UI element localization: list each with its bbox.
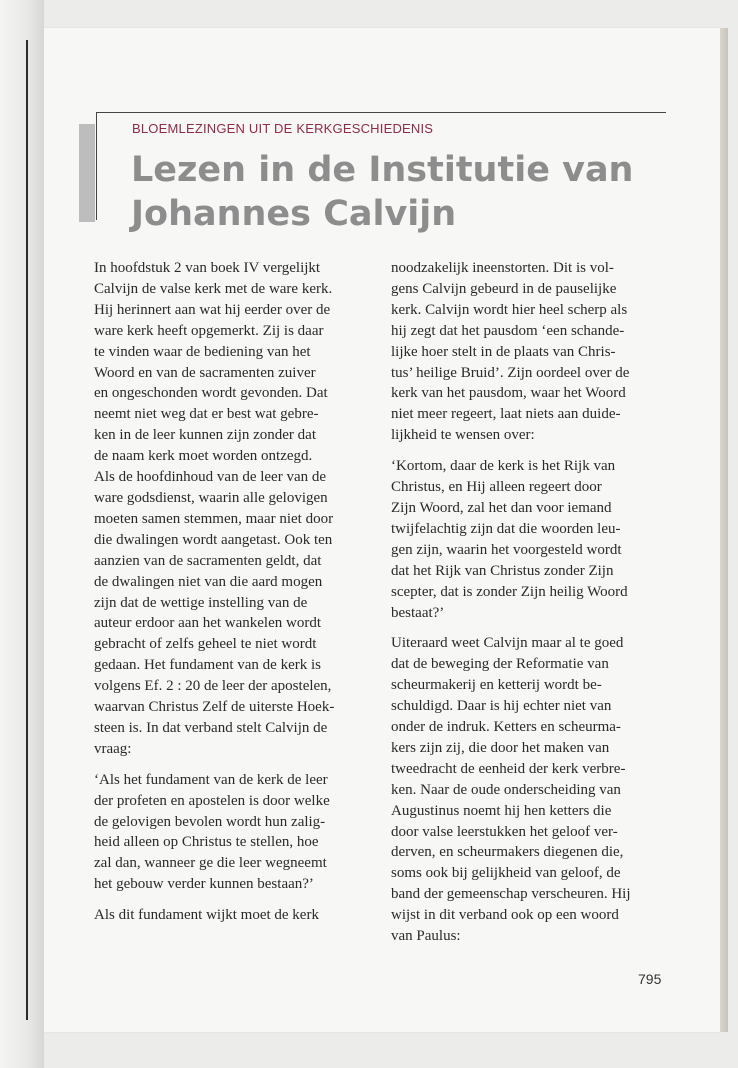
header-accent-bar	[79, 124, 95, 222]
text-line: die dwalingen wordt aangetast. Ook ten	[94, 531, 333, 548]
text-line: derven, en scheurmakers diegenen die,	[391, 844, 624, 861]
text-line: Als de hoofdinhoud van de leer van de	[94, 469, 327, 486]
text-line: ware kerk heeft opgemerkt. Zij is daar	[94, 322, 324, 339]
text-line: dat het Rijk van Christus zonder Zijn	[391, 562, 614, 579]
text-line: gens Calvijn gebeurd in de pauselijke	[391, 280, 617, 297]
text-line: gedaan. Het fundament van de kerk is	[94, 657, 321, 674]
left-column	[94, 258, 394, 936]
text-line: kerk van het pausdom, waar het Woord	[391, 385, 626, 402]
text-line: scheurmakerij en ketterij wordt be-	[391, 677, 602, 694]
title-line-1: Lezen in de Institutie van	[131, 150, 634, 190]
text-line: dat de beweging der Reformatie van	[391, 656, 609, 673]
text-line: de naam kerk moet worden ontzegd.	[94, 448, 313, 465]
text-line: het gebouw verder kunnen bestaan?’	[94, 876, 314, 893]
page-number: 795	[638, 971, 662, 987]
spine-fold-line	[26, 40, 28, 1020]
text-line: der profeten en apostelen is door welke	[94, 792, 330, 809]
text-line: ‘Kortom, daar de kerk is het Rijk van	[391, 458, 616, 475]
text-line: Calvijn de valse kerk met de ware kerk.	[94, 280, 333, 297]
paragraph	[391, 633, 661, 947]
text-line: Christus, en Hij alleen regeert door	[391, 479, 602, 496]
text-line: ware godsdienst, waarin alle gelovigen	[94, 489, 328, 506]
text-line: tweedracht de eenheid der kerk verbre-	[391, 760, 626, 777]
text-line: soms ook bij gelijkheid van geloof, de	[391, 865, 621, 882]
text-line: kers zijn zij, die door het maken van	[391, 739, 610, 756]
paragraph	[94, 905, 394, 926]
page-edge	[720, 28, 728, 1032]
text-line: gen zijn, waarin het voorgesteld wordt	[391, 541, 622, 558]
text-line: In hoofdstuk 2 van boek IV vergelijkt	[94, 260, 321, 276]
text-line: niet meer regeert, laat niets aan duide-	[391, 406, 621, 423]
text-line: heid alleen op Christus te stellen, hoe	[94, 834, 319, 851]
text-line: auteur erdoor aan het wankelen wordt	[94, 615, 321, 632]
text-line: zijn dat de wettige instelling van de	[94, 594, 308, 611]
text-line: te vinden waar de bediening van het	[94, 343, 311, 360]
text-line: aanzien van de sacramenten geldt, dat	[94, 552, 322, 569]
text-line: volgens Ef. 2 : 20 de leer der apostelen,	[94, 678, 332, 695]
text-line: zal dan, wanneer ge die leer wegneemt	[94, 855, 327, 872]
paragraph	[94, 258, 394, 760]
text-line: lijkheid te wensen over:	[391, 427, 535, 444]
text-line: bestaat?’	[391, 604, 445, 621]
text-line: de dwalingen niet van die aard mogen	[94, 573, 323, 590]
book-spine	[0, 0, 44, 1068]
text-line: kerk. Calvijn wordt hier heel scherp als	[391, 301, 628, 318]
paragraph	[391, 456, 661, 623]
text-line: wijst in dit verband ook op een woord	[391, 907, 619, 924]
text-line: hij zegt dat het pausdom ‘een schande-	[391, 322, 625, 339]
text-line: Hij herinnert aan wat hij eerder over de	[94, 301, 331, 318]
text-line: Augustinus noemt hij hen ketters die	[391, 802, 612, 819]
text-line: Zijn Woord, zal het dan voor iemand	[391, 499, 612, 516]
header-rule-left	[96, 112, 97, 220]
text-line: ‘Als het fundament van de kerk de leer	[94, 771, 328, 788]
text-line: waarvan Christus Zelf de uiterste Hoek-	[94, 699, 335, 716]
text-line: door valse leerstukken het geloof ver-	[391, 823, 618, 840]
right-column	[391, 258, 661, 957]
text-line: steen is. In dat verband stelt Calvijn de	[94, 719, 328, 736]
text-line: twijfelachtig zijn dat die woorden leu-	[391, 520, 621, 537]
paragraph	[391, 258, 661, 446]
text-line: lijke hoer stelt in de plaats van Chris-	[391, 343, 616, 360]
text-line: moeten samen stemmen, maar niet door	[94, 510, 334, 527]
text-line: gebracht of zelfs geheel te niet wordt	[94, 636, 317, 653]
text-line: ken in de leer kunnen zijn zonder dat	[94, 427, 316, 444]
text-line: onder de indruk. Ketters en scheurma-	[391, 719, 621, 736]
title-line-2: Johannes Calvijn	[131, 194, 457, 234]
header-rule-top	[96, 112, 666, 113]
article-title	[131, 148, 691, 236]
series-label: BLOEMLEZINGEN UIT DE KERKGESCHIEDENIS	[132, 121, 434, 136]
text-line: band der gemeenschap verscheuren. Hij	[391, 886, 631, 903]
text-line: Uiteraard weet Calvijn maar al te goed	[391, 635, 624, 652]
text-line: de gelovigen bevolen wordt hun zalig-	[94, 813, 326, 830]
text-line: noodzakelijk ineenstorten. Dit is vol-	[391, 260, 614, 276]
text-line: Woord en van de sacramenten zuiver	[94, 364, 316, 381]
text-line: tus’ heilige Bruid’. Zijn oordeel over de	[391, 364, 630, 381]
text-line: schuldigd. Daar is hij echter niet van	[391, 698, 612, 715]
text-line: en ongeschonden wordt gevonden. Dat	[94, 385, 328, 402]
paragraph	[94, 770, 394, 895]
text-line: vraag:	[94, 740, 132, 757]
text-line: scepter, dat is zonder Zijn heilig Woord	[391, 583, 628, 600]
text-line: van Paulus:	[391, 928, 461, 945]
text-line: Als dit fundament wijkt moet de kerk	[94, 907, 319, 924]
text-line: ken. Naar de oude onderscheiding van	[391, 781, 621, 798]
text-line: neemt niet weg dat er best wat gebre-	[94, 406, 319, 423]
